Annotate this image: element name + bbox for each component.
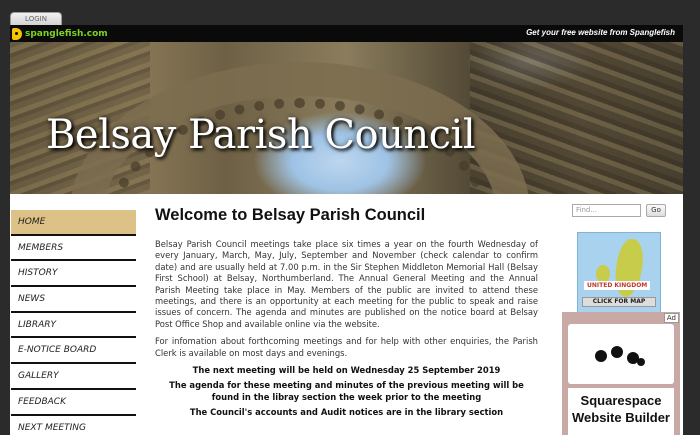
nav-item-gallery[interactable]: GALLERY xyxy=(11,364,136,390)
intro-paragraph: Belsay Parish Council meetings take place six times a year on the fourth Wednesday of every January, March, May, July, September and November (check calendar to confirm date) and are usually held at 7.00 p.m. in the Sir Stephen Middleton Memorial Hall (Belsay First School) at Belsay, Northumberland. The Annual General Meeting and the Annual Parish Meeting take place in May. Members of the public are invited to attend these meetings, and there is an opportunity at each meeting for the public to speak and raise issues of concern. The agenda and minutes are published on the notice board at Belsay Post Office Shop and available online via the website. xyxy=(155,239,538,329)
brand-text: spanglefish.com xyxy=(25,28,108,39)
search-go-button[interactable]: Go xyxy=(646,204,666,217)
ad-headline: Squarespace Website Builder xyxy=(571,393,670,425)
top-bar xyxy=(10,25,683,42)
page-content xyxy=(10,194,683,435)
nav-item-feedback[interactable]: FEEDBACK xyxy=(11,390,136,416)
fish-icon xyxy=(12,28,22,40)
advertisement[interactable] xyxy=(562,312,680,435)
uk-map[interactable] xyxy=(577,232,661,317)
map-label: UNITED KINGDOM xyxy=(584,281,650,290)
nav-item-e-notice-board[interactable]: E-NOTICE BOARD xyxy=(11,338,136,364)
agenda-notice: The agenda for these meeting and minutes of the previous meeting will be found in the libray section the week prior to the meeting xyxy=(169,380,524,402)
nav-item-members[interactable]: MEMBERS xyxy=(11,236,136,262)
ad-text-box xyxy=(568,388,674,435)
search-input[interactable]: Find... xyxy=(572,204,641,217)
site-title: Belsay Parish Council xyxy=(46,112,476,158)
spanglefish-logo[interactable] xyxy=(12,27,108,40)
info-paragraph: For infomation about forthcoming meetings and for help with other enquiries, the Parish Clerk is available on most days and evenings. xyxy=(155,336,538,358)
next-meeting-notice: The next meeting will be held on Wednesday 25 September 2019 xyxy=(192,365,501,376)
accounts-notice: The Council's accounts and Audit notices are in the library section xyxy=(189,407,504,418)
nav-item-history[interactable]: HISTORY xyxy=(11,261,136,287)
click-for-map-button[interactable]: CLICK FOR MAP xyxy=(582,297,656,307)
nav-item-next-meeting[interactable]: NEXT MEETING xyxy=(11,416,136,435)
nav-item-home[interactable]: HOME xyxy=(11,210,136,236)
login-tab[interactable]: LOGIN xyxy=(10,12,62,26)
main-content xyxy=(155,206,538,423)
ad-badge[interactable]: Ad xyxy=(664,313,679,323)
sidebar-nav xyxy=(11,210,136,435)
ad-image-card xyxy=(568,324,674,384)
page-title: Welcome to Belsay Parish Council xyxy=(155,206,426,224)
nav-item-library[interactable]: LIBRARY xyxy=(11,313,136,339)
header-banner xyxy=(10,42,683,194)
nav-item-news[interactable]: NEWS xyxy=(11,287,136,313)
ad-graphic-icon xyxy=(593,346,649,368)
promo-link[interactable]: Get your free website from Spanglefish xyxy=(526,28,675,37)
